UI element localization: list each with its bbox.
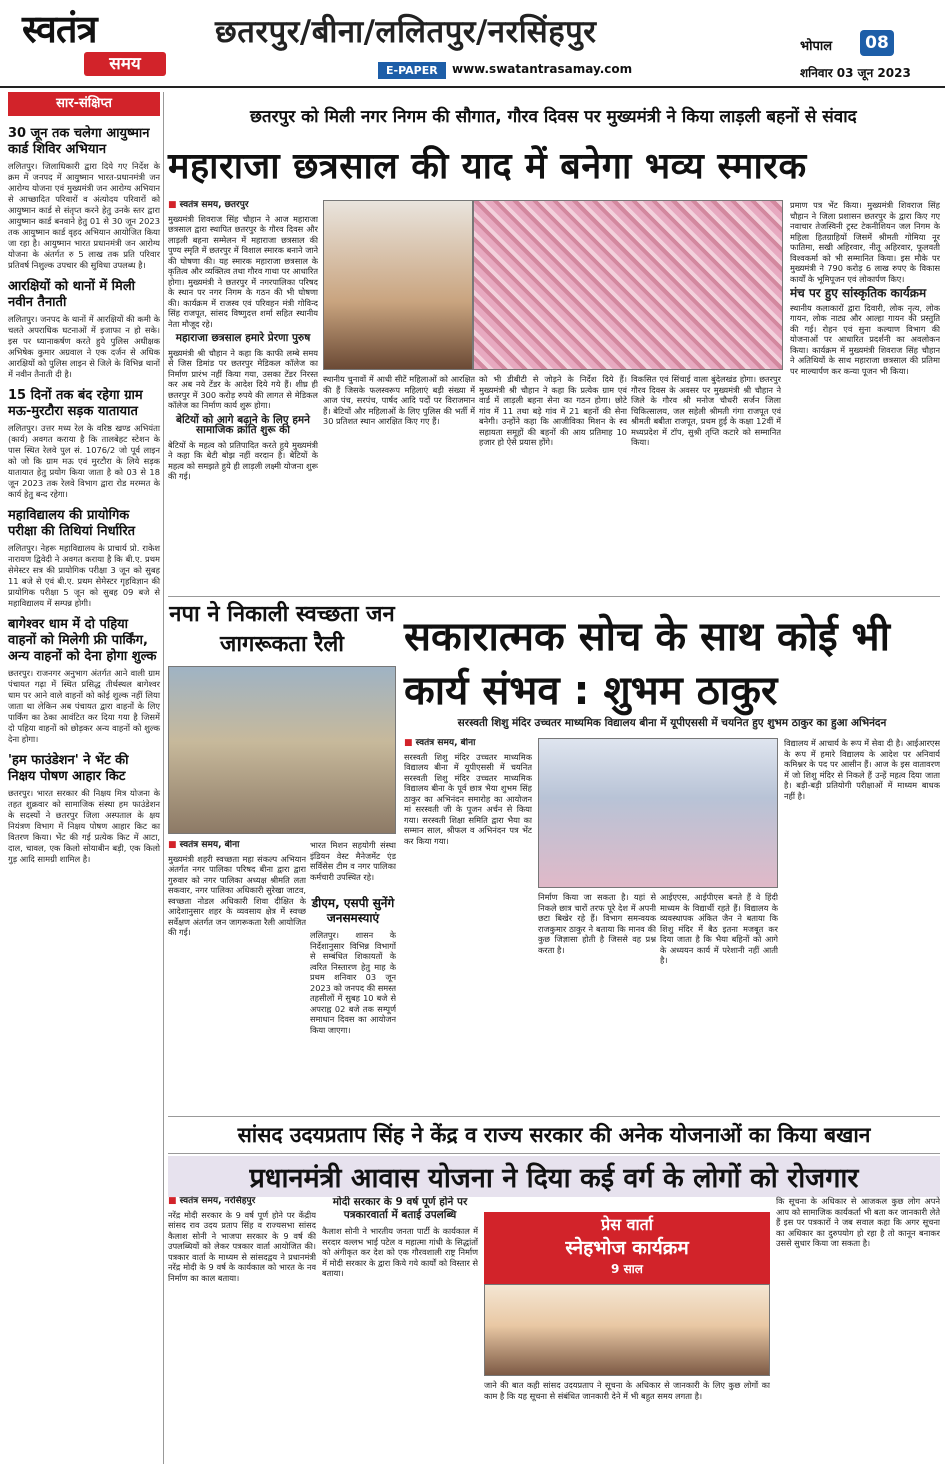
shubham-text-1: सरस्वती शिशु मंदिर उच्चतर माध्यमिक विद्यालय बीना में यूपीएससी में चयनित सरस्वती शिशु मंदिर उच्चतर माध्यमिक विद्यालय बीना के पूर्व छात्र भैया शुभम सिंह ठाकुर का अभिनंदन समारोह का आयोजन मां सरस्वती जी के पूजन अर्चन से किया गया। सरस्वती शिक्षा समिति द्वारा भैया का सम्मान साल, श्रीफल व अभिनंदन पत्र भेंट कर किया गया। bbox=[404, 751, 532, 846]
pmay-column-1 bbox=[168, 1196, 316, 1462]
epaper-badge: E-PAPER bbox=[378, 62, 446, 79]
dm-sp-headline[interactable]: डीएम, एसपी सुनेंगे जनसमस्याएं bbox=[311, 896, 395, 925]
brief-item[interactable] bbox=[8, 388, 160, 500]
shubham-byline: ■ स्वतंत्र समय, बीना bbox=[404, 738, 532, 749]
lead-column-2: स्थानीय चुनावों में आधी सीटें महिलाओं को आरक्षित की हैं जिसके फलस्वरूप महिलाएं बड़ी संख्या में आज पंच, सरपंच, पार्षद आदि पदों पर विराजमान हैं। बेटियों और महिलाओं के लिए पुलिस की भर्ती में 30 प्रतिशत स्थान आरक्षित किए गए हैं। bbox=[323, 374, 475, 426]
brief-title: 15 दिनों तक बंद रहेगा ग्राम मऊ-मुरटौरा सड़क यातायात bbox=[8, 388, 143, 419]
pmay-text-2: कैलाश सोनी ने भारतीय जनता पार्टी के कार्यकाल में सरदार वल्लभ भाई पटेल व महात्मा गांधी के सिद्धांतों को अंगीकृत कर देश को एक गौरवशाली राष्ट्र निर्माण में मोदी सरकार के द्वारा किये गये कार्यों को विस्तार से बताया। bbox=[322, 1226, 478, 1278]
shubham-column-4: विद्यालय में आचार्य के रूप में सेवा दी है। आईआरएस के रूप में हमारे विद्यालय के आदेश पर अनिवार्य कमिश्नर के पद पर आसीन हैं। आज के इस वातावरण में जो शिशु मंदिर से निकले हैं उन्हें महत्व दिया जाता है। बड़ी-बड़ी प्रतियोगी परीक्षाओं में माध्यम बाधक नहीं है। bbox=[784, 738, 940, 801]
shubham-headline[interactable]: सकारात्मक सोच के साथ कोई भी कार्य संभव : शुभम ठाकुर bbox=[404, 614, 891, 714]
brief-text: ललितपुर। जनपद के थानों में आरक्षियों की कमी के चलते अपराधिक घटनाओं में इजाफा न हो सके। इस पर ध्यानाकर्षण करते हुये पुलिस अधीक्षक अभिषेक कुमार अग्रवाल ने एक दर्जन से अधिक आरक्षियों को पुलिस लाइन से जिले के विभिन्न थानों में नवीन तैनाती दी है। bbox=[8, 314, 160, 379]
shubham-column-1 bbox=[404, 738, 532, 1110]
edition-city: भोपाल bbox=[800, 39, 833, 54]
shubham-column-3: आईएएस, आईपीएस बनते हैं वे हिंदी माध्यम के विद्यार्थी रहते हैं। विद्यालय के व्यवस्थापक अंकित जैन ने बताया कि शिशु मंदिर में बैठ इतना मजबूत कर दिया जाता है कि भैया बहिनों को आगे के अध्ययन कार्य में परेशानी नहीं आती है। bbox=[660, 892, 778, 965]
masthead bbox=[0, 0, 945, 88]
sidebar-briefs bbox=[8, 92, 160, 1464]
brief-item[interactable] bbox=[8, 508, 160, 609]
shubham-column-2: निर्माण किया जा सकता है। यहां से निकले छात्र चारों तरफ पूरे देश में अपनी छटा बिखेर रहे हैं। विभाग समन्वयक राजकुमार ठाकुर ने बताया कि मानव की कुछ जिज्ञासा होती है जिससे वह प्रश्न करता है। bbox=[538, 892, 656, 955]
brief-text: छतरपुर। भारत सरकार की निक्षय मित्र योजना के तहत शुक्रवार को सामाजिक संस्था हम फाउंडेशन के सदस्यों ने छतरपुर जिला अस्पताल के क्षय नियंत्रण विभाग में निक्षय पोषण आहार किट का वितरण किया। भेंट की गई प्रत्येक किट में आटा, दाल, चावल, एक किलो सोयाबीन बड़ी, एक किलो गुड़ आदि सामग्री शामिल है। bbox=[8, 788, 160, 864]
sidebar-heading: सार-संक्षिप्त bbox=[8, 92, 160, 116]
shubham-strip: सरस्वती शिशु मंदिर उच्चतर माध्यमिक विद्यालय बीना में यूपीएससी में चयनित हुए शुभम ठाकुर का हुआ अभिनंदन bbox=[457, 717, 887, 729]
dm-sp-text: ललितपुर। शासन के निर्देशानुसार विभिन्न विभागों से सम्बंधित शिकायतों के त्वरित निस्तारण हेतु माह के प्रथम शनिवार 03 जून 2023 को जनपद की समस्त तहसीलों में सुबह 10 बजे से अपराह्न 02 बजे तक सम्पूर्ण समाधान दिवस का आयोजन किया जाएगा। bbox=[310, 930, 396, 1035]
press-conference-banner bbox=[484, 1212, 770, 1284]
award-photo[interactable] bbox=[538, 738, 778, 888]
section-divider bbox=[168, 596, 940, 597]
banner-line2: स्नेहभोज कार्यक्रम bbox=[565, 1237, 689, 1259]
issue-date: शनिवार 03 जून 2023 bbox=[800, 66, 911, 80]
lead-text-5: प्रमाण पत्र भेंट किया। मुख्यमंत्री शिवराज सिंह चौहान ने जिला प्रशासन छतरपुर के द्वारा किए गए नवाचार तेजस्विनी ट्रस्ट टेकनीशियन जल निगम के महिला हितग्राहियों जिसमें श्रीमती गोमिया नूर फातिमा, सखी अहिरवार, नीतू अहिरवार, फूलवती विश्वकर्मा को भी सम्मानित किया। इस मौके पर मुख्यमंत्री ने 790 करोड़ 6 लाख रुपए के विकास कार्यों के भूमिपूजन एवं लोकार्पण किए। bbox=[790, 200, 940, 284]
page-number: 08 bbox=[860, 30, 894, 56]
website-link[interactable]: www.swatantrasamay.com bbox=[452, 62, 633, 76]
lead-text-1b: मुख्यमंत्री श्री चौहान ने कहा कि काफी लम्बे समय से जिस डिमांड पर छतरपुर मेडिकल कॉलेज का निर्माण प्रारंभ नहीं किया गया, उसका टेंडर निरस्त कर अब नये टेंडर के आदेश दिये गये हैं। शीघ्र ही छतरपुर में 300 करोड़ रुपये की लागत से मेडिकल कॉलेज का निर्माण कार्य शुरू होगा। bbox=[168, 347, 318, 410]
brief-title: 30 जून तक चलेगा आयुष्मान कार्ड शिविर अभियान bbox=[8, 126, 150, 157]
rally-column-1 bbox=[168, 840, 306, 1110]
brief-text: ललितपुर। नेहरू महाविद्यालय के प्राचार्य प्रो. राकेश नारायण द्विवेदी ने अवगत कराया है कि बी.ए. प्रथम सेमेस्टर सत्र की प्रायोगिक परीक्षा 3 जून को सुबह 11 बजे से एवं बी.ए. प्रथम सेमेस्टर गृहविज्ञान की प्रायोगिक परीक्षा 5 जून को सुबह 09 बजे से महाविद्यालय में सम्पन्न होगी। bbox=[8, 543, 160, 608]
brief-item[interactable] bbox=[8, 617, 160, 745]
rally-headline[interactable]: नपा ने निकाली स्वच्छता जन जागरूकता रैली bbox=[169, 602, 395, 657]
lead-headline[interactable]: महाराजा छत्रसाल की याद में बनेगा भव्य स्मारक bbox=[168, 146, 807, 187]
cm-stage-photo[interactable] bbox=[323, 200, 473, 370]
pmay-column-3: जाने की बात कही सांसद उदयप्रताप ने सूचना के अधिकार से जानकारी के लिए कुछ लोगों का काम है कि यह सूचना से संबंधित जानकारी देने में भी बहुत समय लगता है। bbox=[484, 1380, 770, 1401]
logo-line2: समय bbox=[84, 52, 166, 76]
brief-item[interactable] bbox=[8, 279, 160, 380]
lead-text-1: मुख्यमंत्री शिवराज सिंह चौहान ने आज महाराजा छत्रसाल द्वारा स्थापित छतरपुर के गौरव दिवस और लाड़ली बहना सम्मेलन में महाराजा छत्रसाल की पुण्य स्मृति में छतरपुर में विशाल स्मारक बनाने जाने की घोषणा की। यह स्मारक महाराजा छत्रसाल के कृतित्व और व्यक्तित्व तथा गौरव गाथा पर आधारित होगा। मुख्यमंत्री ने छतरपुर में नगरपालिका परिषद के स्थान पर नगर निगम के गठन की भी घोषणा की। कार्यक्रम में राजस्व एवं परिवहन मंत्री गोविन्द सिंह राजपूत, सांसद विष्णुदत्त शर्मा सहित स्थानीय नेता मौजूद रहे। bbox=[168, 213, 318, 329]
lead-column-4: विकसित एवं सिंचाई वाला बुंदेलखंड होगा। छतरपुर गौरव दिवस के अवसर पर मुख्यमंत्री श्री चौहान ने जिले के गौरव श्री मनोज चौधरी सर्जन जिला चिकित्सालय, जल सहेली श्रीमती गंगा राजपूत एवं श्रीमती बबीता राजपूत, प्रथम हुई के कक्षा 12वीं में मध्यप्रदेश में टॉप, सुश्री तृप्ति कटारे को सम्मानित किया। bbox=[631, 374, 781, 447]
brief-title: महाविद्यालय की प्रायोगिक परीक्षा की तिथियां निर्धारित bbox=[8, 508, 136, 539]
crowd-photo[interactable] bbox=[473, 200, 783, 370]
lead-subhead-3: मंच पर हुए सांस्कृतिक कार्यक्रम bbox=[790, 286, 927, 300]
press-conference-photo[interactable] bbox=[484, 1284, 770, 1376]
lead-text-5b: स्थानीय कलाकारों द्वारा दिवारी, लोक नृत्य, लोक गायन, लोक नाट्य और आल्हा गायन की प्रस्तुति की गई। रोहन एवं सुना कल्याण विभाग की योजनाओं पर आधारित प्रदर्शनी का अवलोकन किया। कार्यक्रम में मुख्यमंत्री शिवराज सिंह चौहान ने अतिथियों के साथ महाराजा छत्रसाल की प्रतिमा पर माल्यार्पण कर कन्या पूजन भी किया। bbox=[790, 302, 940, 376]
pmay-text-1: नरेंद्र मोदी सरकार के 9 वर्ष पूर्ण होने पर केंद्रीय सांसद राव उदय प्रताप सिंह व राज्यसभा सांसद कैलाश सोनी ने भाजपा सरकार के 9 वर्ष की उपलब्धियों को लेकर पत्रकार वार्ता आयोजित की। पत्रकार वार्ता के माध्यम से सांसदद्वय ने प्रधानमंत्री नरेंद्र मोदी के 9 वर्ष के कार्यकाल को भारत के नव निर्माण का काल बताया। bbox=[168, 1209, 316, 1283]
brief-text: ललितपुर। जिलाधिकारी द्वारा दिये गए निर्देश के क्रम में जनपद में आयुष्मान भारत-प्रधानमंत्री जन आरोग्य योजना एवं मुख्यमंत्री जन आरोग्य अभियान से आच्छादित परिवारों व अंत्योदय परिवारों को आयुष्मान कार्ड से संतृप्त करने हेतु उनके स्तर द्वारा आयुष्मान कार्ड बनवाने हेतु 01 से 30 जून 2023 तक आयुष्मान कार्ड वृहद अभियान आयोजित किया जा रहा है। आयुष्मान भारत प्रधानमंत्री जन आरोग्य योजना के अंतर्गत रु 5 लाख तक प्रति परिवार प्रतिवर्ष निशुल्क उपचार की सुविधा उपलब्ध है। bbox=[8, 161, 160, 270]
lead-column-3: को भी डीबीटी से जोड़ने के निर्देश दिये हैं। मुख्यमंत्री श्री चौहान ने कहा कि प्रत्येक ग्राम एवं वार्ड में लाड़ली बहना सेना का गठन होगा। छोटे गांव में 11 तथा बड़े गांव में 21 बहनों की सेना बनेगी। उन्होंने कहा कि आजीविका मिशन के स्व सहायता समूहों की बहनों की आय प्रतिमाह 10 हजार हो ऐसे प्रयास होंगे। bbox=[479, 374, 627, 447]
pmay-headline[interactable]: प्रधानमंत्री आवास योजना ने दिया कई वर्ग के लोगों को रोजगार bbox=[168, 1156, 940, 1197]
brief-title: 'हम फाउंडेशन' ने भेंट की निक्षय पोषण आहार किट bbox=[8, 753, 129, 784]
brief-item[interactable] bbox=[8, 753, 160, 865]
pmay-column-4: कि सूचना के अधिकार से आजकल कुछ लोग अपने आप को सामाजिक कार्यकर्ता भी बता कर जानकारी लेते हैं इस पर पत्रकारों ने जब सवाल कहा कि अगर सूचना का अधिकार का दुरुपयोग हो रहा है तो कानून बनाकर उससे सुधार किया जा सकता है। bbox=[776, 1196, 940, 1248]
lead-subhead-2: बेटियों को आगे बढ़ाने के लिए हमने सामाजिक क्रांति शुरू की bbox=[175, 413, 311, 436]
brief-title: बागेश्वर धाम में दो पहिया वाहनों को मिलेगी फ्री पार्किंग, अन्य वाहनों को देना होगा शुल्क bbox=[8, 617, 157, 664]
lead-byline: ■ स्वतंत्र समय, छतरपुर bbox=[168, 200, 318, 211]
lead-kicker: छतरपुर को मिली नगर निगम की सौगात, गौरव दिवस पर मुख्यमंत्री ने किया लाड़ली बहनों से संवाद bbox=[250, 107, 857, 127]
brief-text: छतरपुर। राजनगर अनुभाग अंतर्गत आने वाली ग्राम पंचायत गढ़ा में स्थित प्रसिद्ध तीर्थस्थल बागेश्वर धाम पर आने वाले वाहनों को कोई शुल्क नहीं लिया जाता था लेकिन अब पंचायत द्वारा वाहनों के लिए पार्किंग का ठेका आवंटित कर दिया गया है जिसमें दो पहिया वाहनों को छोड़कर अन्य वाहनों को शुल्क देना होगा। bbox=[8, 668, 160, 744]
rally-byline: ■ स्वतंत्र समय, बीना bbox=[168, 840, 306, 851]
pmay-inner-headline: मोदी सरकार के 9 वर्ष पूर्ण होने पर पत्रकारवार्ता में बताई उपलब्धि bbox=[332, 1196, 468, 1221]
lead-column-1 bbox=[168, 200, 318, 592]
pmay-column-2 bbox=[322, 1196, 478, 1462]
rally-column-2: भारत मिशन सहयोगी संस्था इंडियन वेस्ट मैनेजमेंट एंड सर्विसेस टीम व नगर पालिका कर्मचारी उपस्थित रहे। bbox=[310, 840, 396, 882]
brief-text: ललितपुर। उत्तर मध्य रेल के वरिष्ठ खण्ड अभियंता (कार्य) अवगत कराया है कि तालबेहट स्टेशन के पास स्थित रेलवे पुल सं. 1076/2 जो पूर्व लाइन को जो कि ग्राम मऊ एवं मुरटौरा के लिये सड़क यातायात हेतु प्रयोग किया जाता है को 03 से 18 जून 2023 तक रेलवे विभाग द्वारा रोड मरम्मत के कार्य हेतु बन्द रहेगा। bbox=[8, 423, 160, 499]
brief-item[interactable] bbox=[8, 126, 160, 271]
brief-title: आरक्षियों को थानों में मिली नवीन तैनाती bbox=[8, 279, 136, 310]
newspaper-logo[interactable] bbox=[22, 8, 172, 82]
banner-line3: 9 साल bbox=[611, 1262, 643, 1276]
rally-text-1: मुख्यमंत्री शहरी स्वच्छता महा संकल्प अभियान अंतर्गत नगर पालिका परिषद बीना द्वारा द्वारा गुरुवार को नगर पालिका अध्यक्ष श्रीमति लता सकवार, नगर पालिका अधिकारी सुरेखा जाटव, स्वच्छता नोडल अधिकारी शिवा दीक्षित के आदेशानुसार शहर के व्यवसाय क्षेत्र में स्वच्छ सर्वेक्षण अंतर्गत जन जागरूकता रैली आयोजित की गई। bbox=[168, 853, 306, 937]
lead-column-5 bbox=[790, 200, 940, 592]
mp-headline[interactable]: सांसद उदयप्रताप सिंह ने केंद्र व राज्य सरकार की अनेक योजनाओं का किया बखान bbox=[168, 1116, 940, 1154]
lead-text-1c: बेटियों के महत्व को प्रतिपादित करते हुये मुख्यमंत्री ने कहा कि बेटी बोझ नहीं वरदान है। बेटियों के महत्व को समझते हुये ही लाड़ली लक्ष्मी योजना शुरू की गई। bbox=[168, 439, 318, 481]
rally-photo[interactable] bbox=[168, 666, 396, 834]
edition-title: छतरपुर/बीना/ललितपुर/नरसिंहपुर bbox=[215, 14, 597, 50]
banner-line1: प्रेस वार्ता bbox=[601, 1215, 653, 1234]
column-divider bbox=[163, 92, 164, 1464]
logo-line1: स्वतंत्र bbox=[22, 6, 97, 51]
lead-subhead-1: महाराजा छत्रसाल हमारे प्रेरणा पुरुष bbox=[175, 332, 311, 344]
pmay-byline: ■ स्वतंत्र समय, नरसिंहपुर bbox=[168, 1196, 316, 1207]
